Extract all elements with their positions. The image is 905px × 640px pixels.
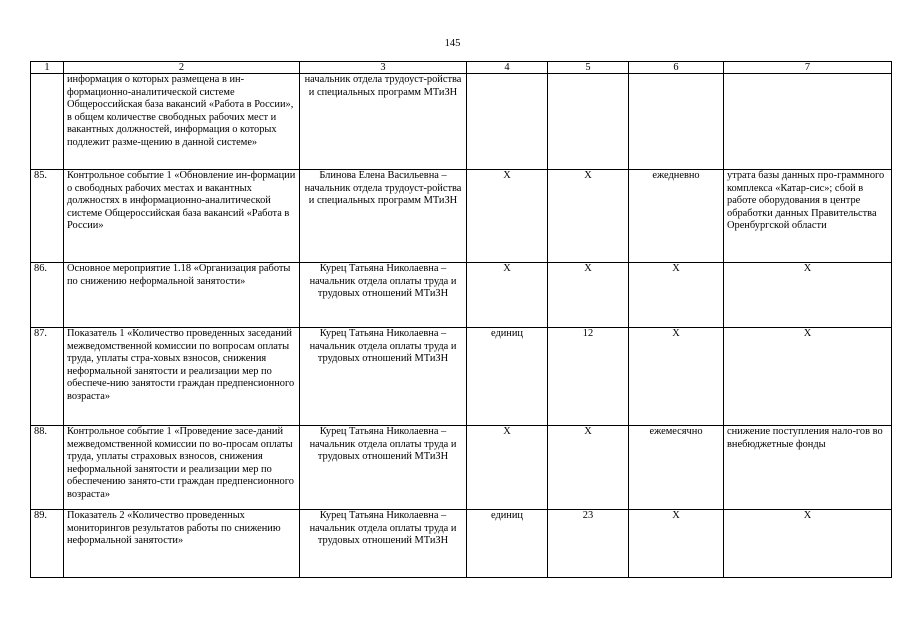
row-risks	[724, 74, 892, 170]
row-description: Показатель 1 «Количество проведенных заседаний межведомственной комиссии по вопросам оплаты труда, уплаты стра-ховых взносов, снижения неформальной занятости и реализации мер по обеспече-нию занятости граждан предпенсионного возраста»	[64, 328, 300, 426]
row-number: 85.	[31, 170, 64, 263]
row-responsible: Курец Татьяна Николаевна – начальник отдела оплаты труда и трудовых отношений МТиЗН	[300, 426, 467, 510]
row-frequency: Х	[629, 328, 724, 426]
table-row	[31, 328, 892, 426]
row-unit: Х	[467, 170, 548, 263]
row-unit	[467, 74, 548, 170]
row-description: Контрольное событие 1 «Обновление ин-формации о свободных рабочих местах и вакантных должностях в информационно-аналитической системе Общероссийская база вакансий «Работа в России»	[64, 170, 300, 263]
row-responsible: Курец Татьяна Николаевна – начальник отдела оплаты труда и трудовых отношений МТиЗН	[300, 263, 467, 328]
column-header: 1	[31, 62, 64, 74]
row-value	[548, 74, 629, 170]
row-responsible: начальник отдела трудоуст-ройства и специальных программ МТиЗН	[300, 74, 467, 170]
row-unit: Х	[467, 426, 548, 510]
row-frequency: ежедневно	[629, 170, 724, 263]
row-responsible: Курец Татьяна Николаевна – начальник отдела оплаты труда и трудовых отношений МТиЗН	[300, 510, 467, 578]
column-number-row	[31, 62, 892, 74]
row-frequency	[629, 74, 724, 170]
table-row	[31, 510, 892, 578]
row-description: Контрольное событие 1 «Проведение засе-даний межведомственной комиссии по во-просам оплаты труда, уплаты страховых взносов, снижения неформальной занятости и реализации мер по обеспечению занято-сти граждан предпенсионного возраста»	[64, 426, 300, 510]
table-row	[31, 170, 892, 263]
row-unit: единиц	[467, 328, 548, 426]
column-header: 4	[467, 62, 548, 74]
row-value: 23	[548, 510, 629, 578]
plan-table	[30, 61, 892, 578]
row-frequency: Х	[629, 263, 724, 328]
row-risks: снижение поступления нало-гов во внебюджетные фонды	[724, 426, 892, 510]
row-number: 86.	[31, 263, 64, 328]
column-header: 3	[300, 62, 467, 74]
row-responsible: Курец Татьяна Николаевна – начальник отдела оплаты труда и трудовых отношений МТиЗН	[300, 328, 467, 426]
row-number	[31, 74, 64, 170]
row-number: 87.	[31, 328, 64, 426]
row-unit: Х	[467, 263, 548, 328]
column-header: 6	[629, 62, 724, 74]
row-risks: утрата базы данных про-граммного комплекса «Катар-сис»; сбой в работе оборудования в центре обработки данных Правительства Оренбургской области	[724, 170, 892, 263]
column-header: 2	[64, 62, 300, 74]
column-header: 7	[724, 62, 892, 74]
table-row	[31, 426, 892, 510]
row-description: Показатель 2 «Количество проведенных мониторингов результатов работы по снижению неформальной занятости»	[64, 510, 300, 578]
page-number: 145	[444, 38, 461, 49]
row-number: 88.	[31, 426, 64, 510]
row-frequency: ежемесячно	[629, 426, 724, 510]
row-unit: единиц	[467, 510, 548, 578]
row-description: информация о которых размещена в ин-формационно-аналитической системе Общероссийская база вакансий «Работа в России», в общем количестве свободных рабочих мест и вакантных должностей, информация о которых подлежит разме-щению в данной системе»	[64, 74, 300, 170]
column-header: 5	[548, 62, 629, 74]
row-value: Х	[548, 263, 629, 328]
row-frequency: Х	[629, 510, 724, 578]
row-description: Основное мероприятие 1.18 «Организация работы по снижению неформальной занятости»	[64, 263, 300, 328]
row-risks: Х	[724, 510, 892, 578]
table-row	[31, 74, 892, 170]
row-value: Х	[548, 170, 629, 263]
row-risks: Х	[724, 328, 892, 426]
row-value: 12	[548, 328, 629, 426]
row-responsible: Блинова Елена Васильевна – начальник отдела трудоуст-ройства и специальных программ МТиЗН	[300, 170, 467, 263]
table-row	[31, 263, 892, 328]
row-number: 89.	[31, 510, 64, 578]
row-value: Х	[548, 426, 629, 510]
row-risks: Х	[724, 263, 892, 328]
